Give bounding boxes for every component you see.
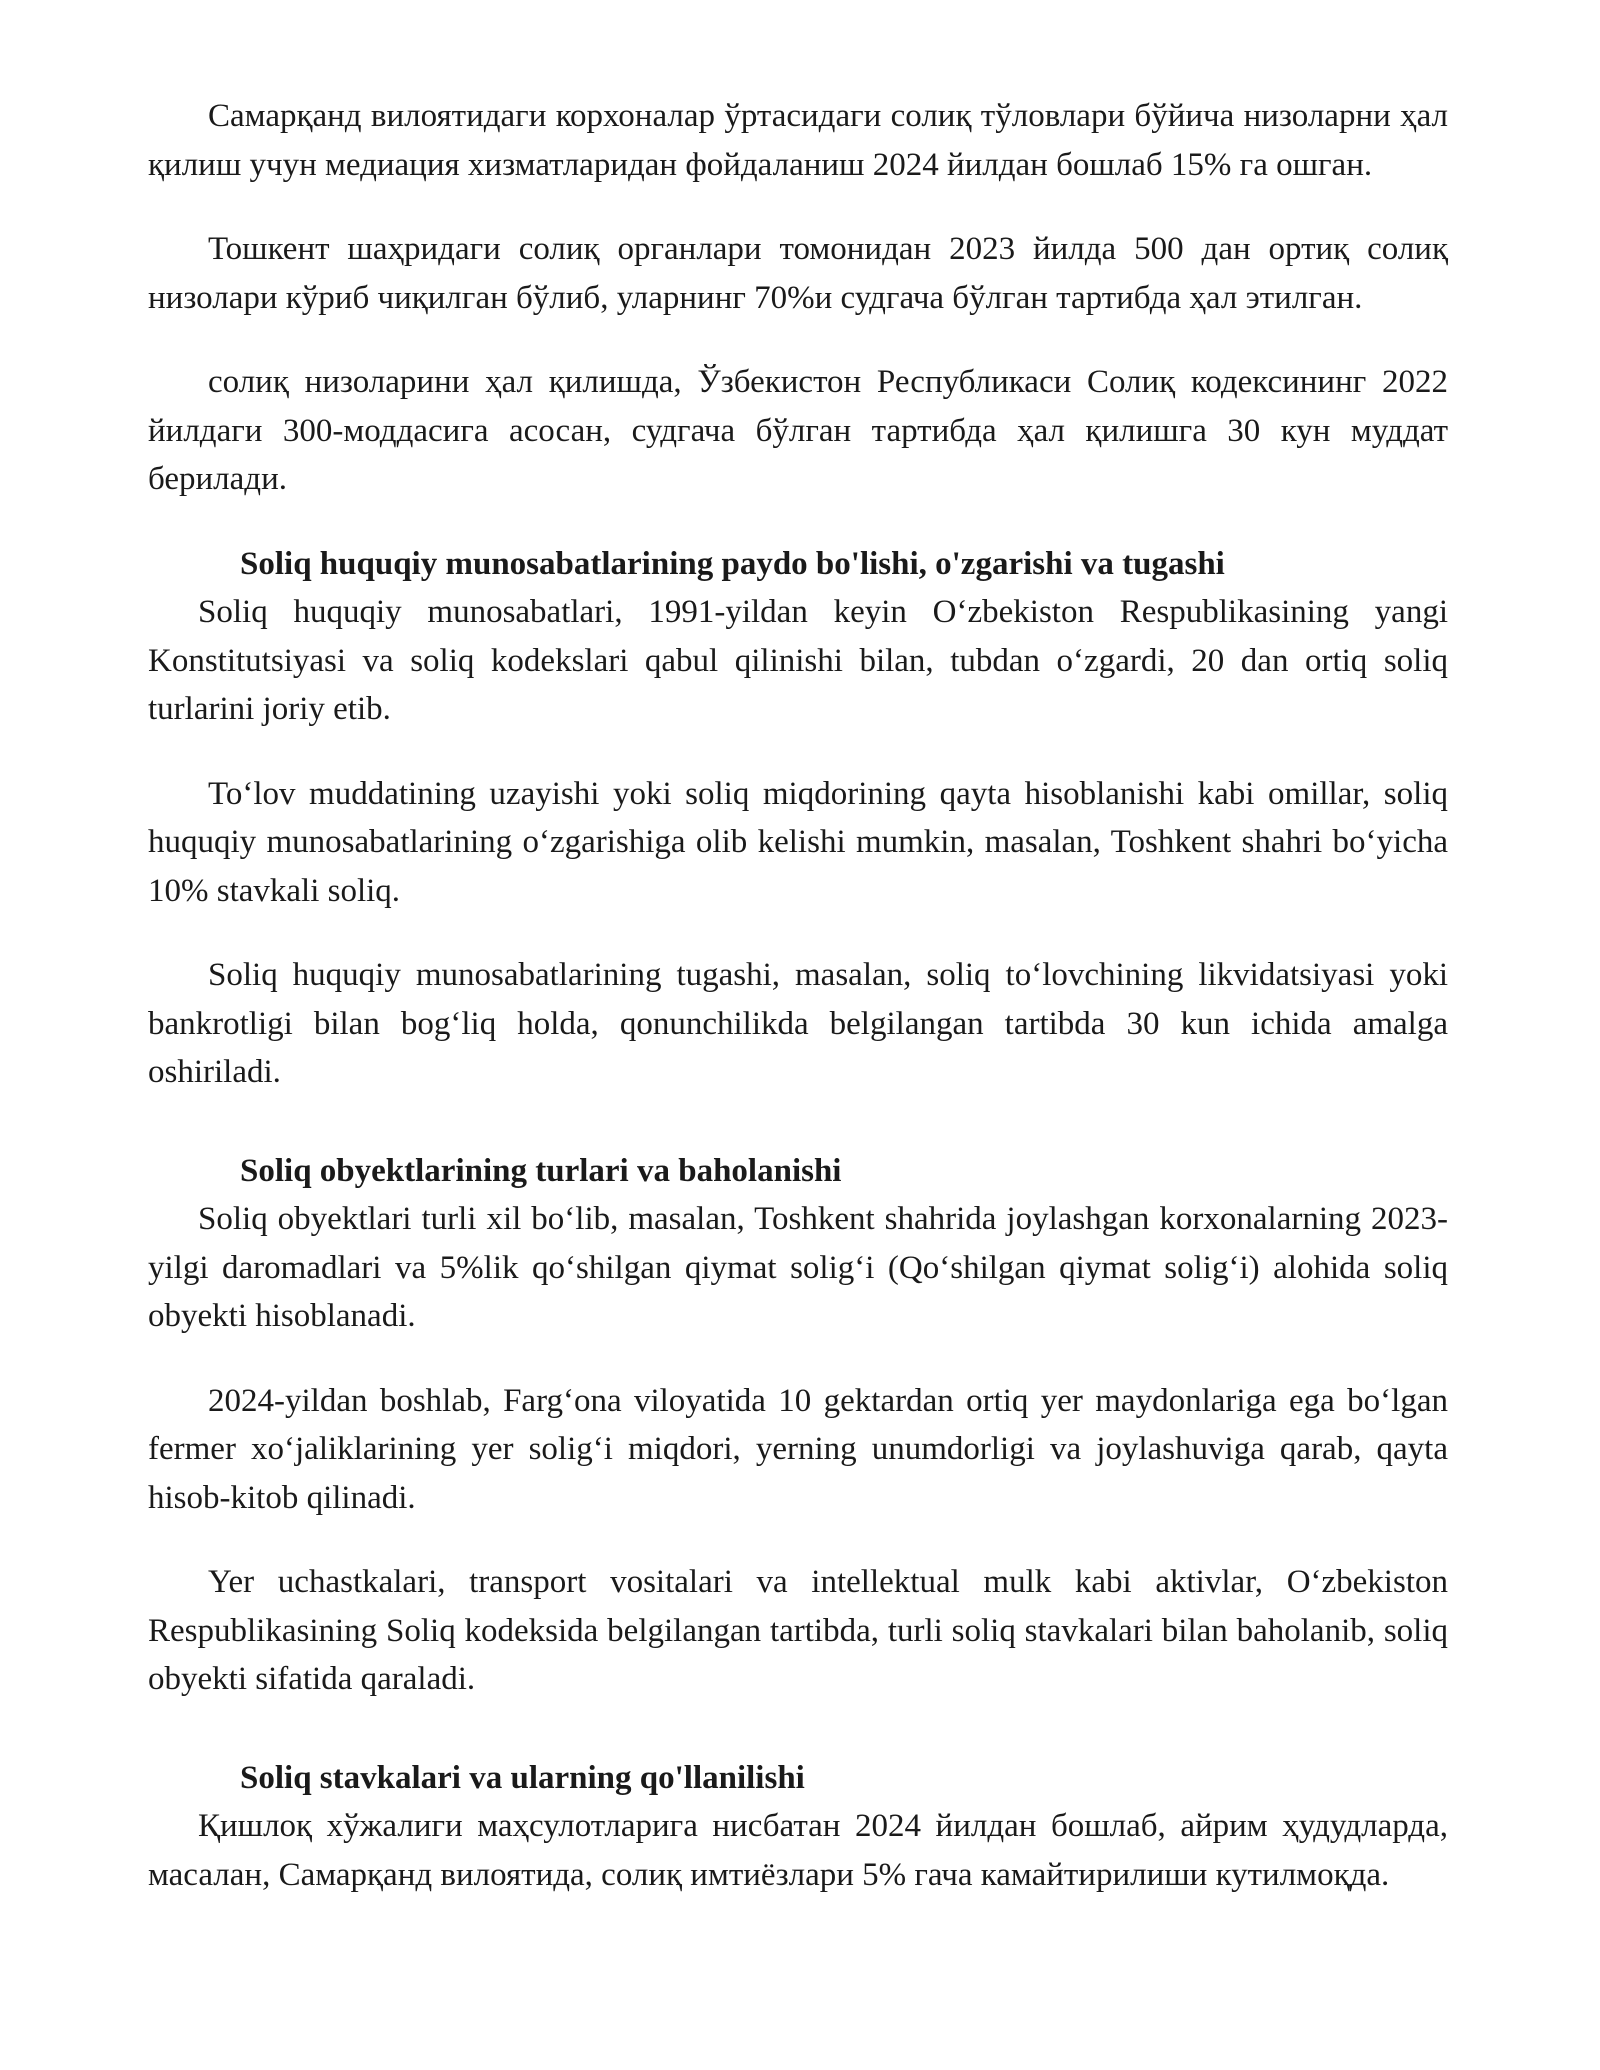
section-heading-rates: Soliq stavkalari va ularning qo'llanilishi xyxy=(240,1759,805,1796)
paragraph-objects-assets: Yer uchastkalari, transport vositalari va intellektual mulk kabi aktivlar, Oʻzbekiston Respublikasining Soliq kodeksida belgilangan tartibda, turli soliq stavkalari bilan baholanib, soliq obyekti sifatida qaraladi. xyxy=(148,1564,1448,1697)
paragraph-relations-end: Soliq huquqiy munosabatlarining tugashi, masalan, soliq toʻlovchining likvidatsiyasi yoki bankrotligi bilan bogʻliq holda, qonunchilikda belgilangan tartibda 30 kun ichida amalga oshiriladi. xyxy=(148,957,1448,1090)
paragraph-rates-agriculture: Қишлоқ хўжалиги маҳсулотларига нисбатан 2024 йилдан бошлаб, айрим ҳудудларда, масалан, Самарқанд вилоятида, солиқ имтиёзлари 5% гача камайтирилиши кутилмоқда. xyxy=(148,1808,1448,1893)
document-page xyxy=(148,92,1448,1899)
paragraph-relations-change: Toʻlov muddatining uzayishi yoki soliq miqdorining qayta hisoblanishi kabi omillar, soliq huquqiy munosabatlarining oʻzgarishiga olib kelishi mumkin, masalan, Toshkent shahri boʻyicha 10% stavkali soliq. xyxy=(148,775,1448,909)
section-heading-objects: Soliq obyektlarining turlari va baholanishi xyxy=(240,1152,842,1189)
paragraph-relations-history: Soliq huquqiy munosabatlari, 1991-yildan keyin Oʻzbekiston Respublikasining yangi Konstitutsiyasi va soliq kodekslari qabul qilinishi bilan, tubdan oʻzgardi, 20 dan ortiq soliq turlarini joriy etib. xyxy=(148,594,1448,727)
section-heading-relations: Soliq huquqiy munosabatlarining paydo bo'lishi, o'zgarishi va tugashi xyxy=(240,545,1225,582)
paragraph-mediation-samarkand: Самарқанд вилоятидаги корхоналар ўртасидаги солиқ тўловлари бўйича низоларни ҳал қилиш учун медиация хизматларидан фойдаланиш 2024 йилдан бошлаб 15% га ошган. xyxy=(148,98,1448,183)
paragraph-objects-fergana: 2024-yildan boshlab, Fargʻona viloyatida 10 gektardan ortiq yer maydonlariga ega boʻlgan fermer xoʻjaliklarining yer soligʻi miqdori, yerning unumdorligi va joylashuviga qarab, qayta hisob-kitob qilinadi. xyxy=(148,1382,1448,1516)
paragraph-tax-code-article: солиқ низоларини ҳал қилишда, Ўзбекистон Республикаси Солиқ кодексининг 2022 йилдаги 300-моддасига асосан, судгача бўлган тартибда ҳал қилишга 30 кун муддат берилади. xyxy=(148,364,1448,497)
paragraph-objects-types: Soliq obyektlari turli xil boʻlib, masalan, Toshkent shahrida joylashgan korxonalarning 2023-yilgi daromadlari va 5%lik qoʻshilgan qiymat soligʻi (Qoʻshilgan qiymat soligʻi) alohida soliq obyekti hisoblanadi. xyxy=(148,1201,1448,1334)
paragraph-tashkent-disputes: Тошкент шаҳридаги солиқ органлари томонидан 2023 йилда 500 дан ортиқ солиқ низолари кўриб чиқилган бўлиб, уларнинг 70%и судгача бўлган тартибда ҳал этилган. xyxy=(148,231,1448,316)
